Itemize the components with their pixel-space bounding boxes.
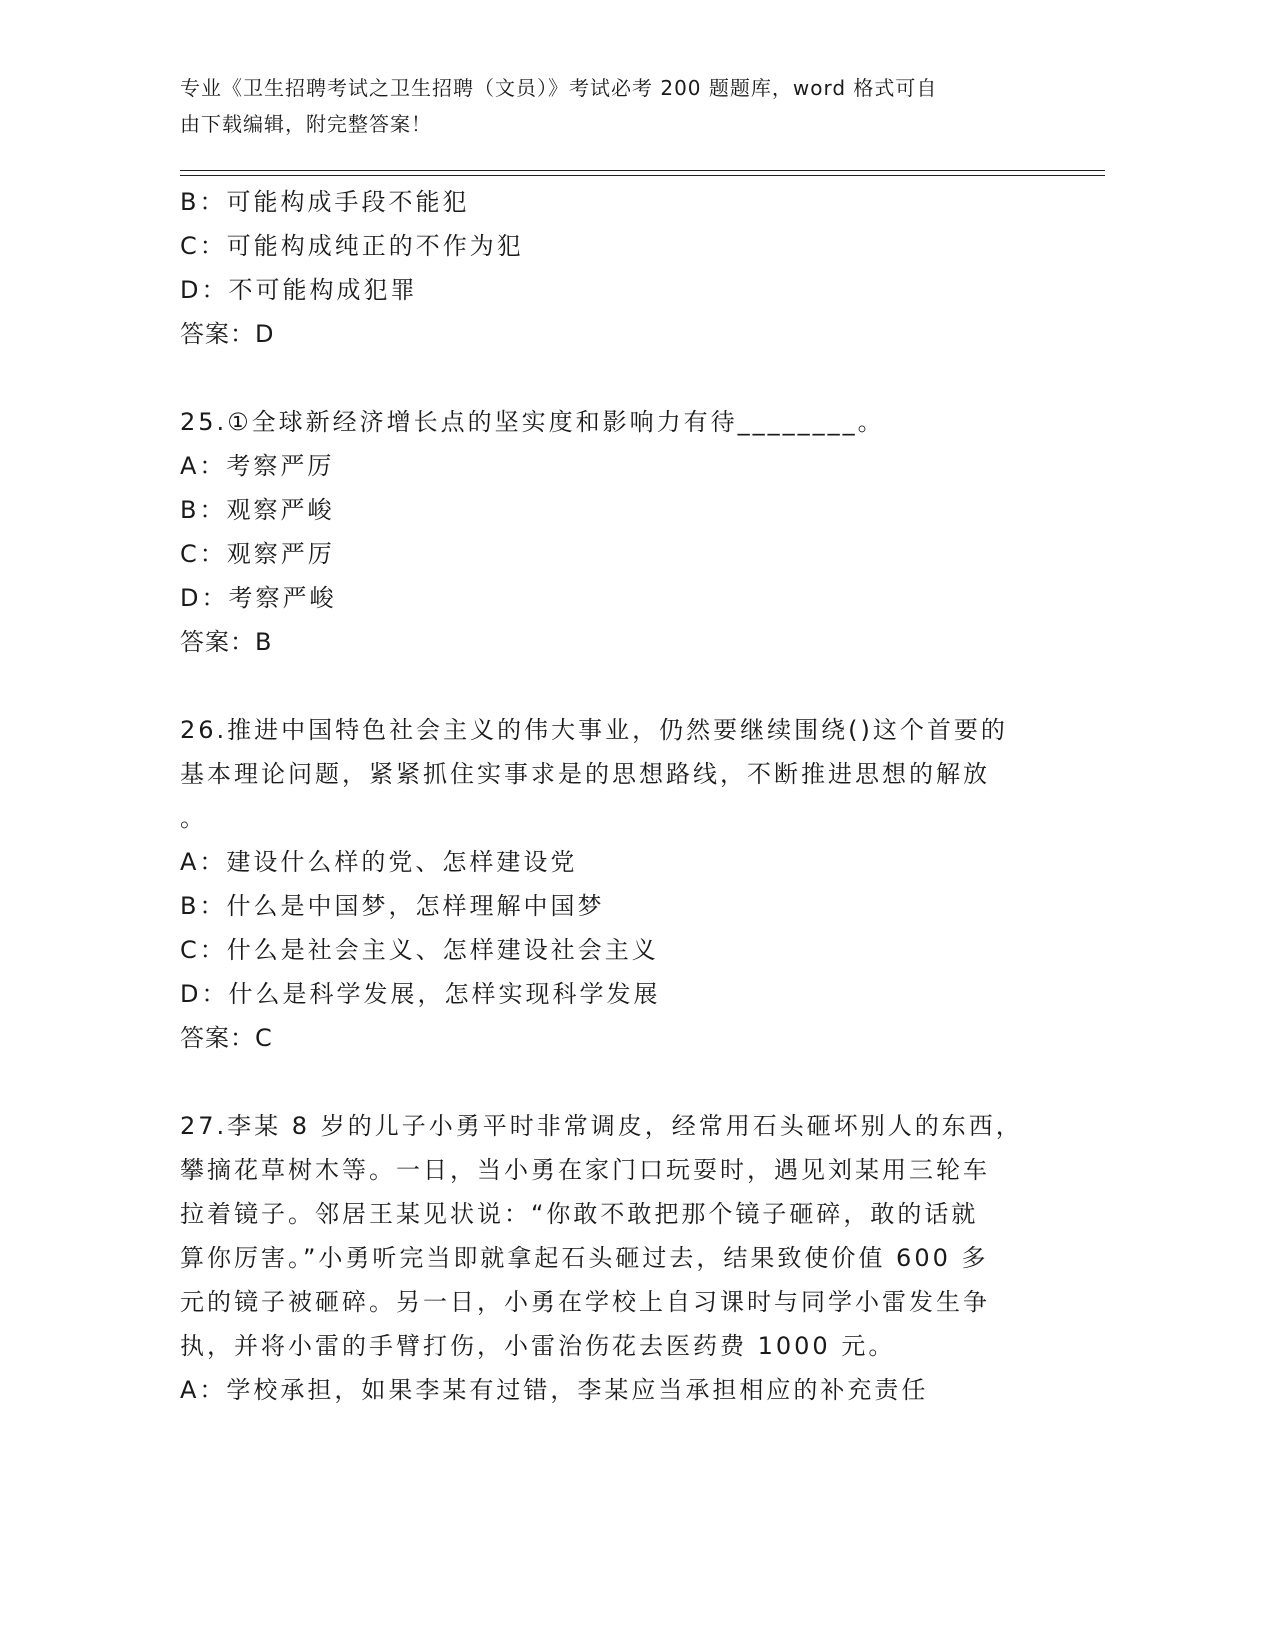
option-a: A：考察严厉 xyxy=(180,452,335,480)
question-stem-line: 基本理论问题，紧紧抓住实事求是的思想路线，不断推进思想的解放 xyxy=(180,760,990,788)
option-c: C：什么是社会主义、怎样建设社会主义 xyxy=(180,936,659,964)
question-block-27 xyxy=(180,1104,1040,1412)
option-b: B：可能构成手段不能犯 xyxy=(180,188,470,216)
option-c: C：观察严厉 xyxy=(180,540,335,568)
question-stem-line: 算你厉害。”小勇听完当即就拿起石头砸过去，结果致使价值 600 多 xyxy=(180,1244,989,1272)
question-block-25 xyxy=(180,400,1040,664)
option-a: A：建设什么样的党、怎样建设党 xyxy=(180,848,578,876)
option-b: B：什么是中国梦，怎样理解中国梦 xyxy=(180,892,605,920)
option-d: D：考察严峻 xyxy=(180,584,337,612)
document-header xyxy=(180,70,1040,142)
header-line-2: 由下载编辑，附完整答案！ xyxy=(180,112,432,136)
header-rule-bottom xyxy=(180,175,1105,176)
option-d: D：什么是科学发展，怎样实现科学发展 xyxy=(180,980,661,1008)
option-c: C：可能构成纯正的不作为犯 xyxy=(180,232,524,260)
question-stem-line: 攀摘花草树木等。一日，当小勇在家门口玩耍时，遇见刘某用三轮车 xyxy=(180,1156,990,1184)
question-stem-line: 。 xyxy=(180,804,207,832)
answer-line: 答案：D xyxy=(180,320,275,348)
question-content xyxy=(180,180,1040,1412)
option-d: D：不可能构成犯罪 xyxy=(180,276,418,304)
header-line-1: 专业《卫生招聘考试之卫生招聘（文员）》考试必考 200 题题库，word 格式可自 xyxy=(180,76,938,100)
option-a: A：学校承担，如果李某有过错，李某应当承担相应的补充责任 xyxy=(180,1376,929,1404)
question-stem-line: 拉着镜子。邻居王某见状说：“你敢不敢把那个镜子砸碎，敢的话就 xyxy=(180,1200,979,1228)
question-stem-line: 执，并将小雷的手臂打伤，小雷治伤花去医药费 1000 元。 xyxy=(180,1332,896,1360)
question-block-prev xyxy=(180,180,1040,356)
option-b: B：观察严峻 xyxy=(180,496,335,524)
question-stem: 25.①全球新经济增长点的坚实度和影响力有待________。 xyxy=(180,408,885,436)
answer-line: 答案：B xyxy=(180,628,273,656)
question-block-26 xyxy=(180,708,1040,1060)
header-rule-top xyxy=(180,170,1105,171)
question-stem-line: 元的镜子被砸碎。另一日，小勇在学校上自习课时与同学小雷发生争 xyxy=(180,1288,990,1316)
answer-line: 答案：C xyxy=(180,1024,273,1052)
question-stem-line: 26.推进中国特色社会主义的伟大事业，仍然要继续围绕()这个首要的 xyxy=(180,716,1008,744)
question-stem-line: 27.李某 8 岁的儿子小勇平时非常调皮，经常用石头砸坏别人的东西， xyxy=(180,1112,1023,1140)
